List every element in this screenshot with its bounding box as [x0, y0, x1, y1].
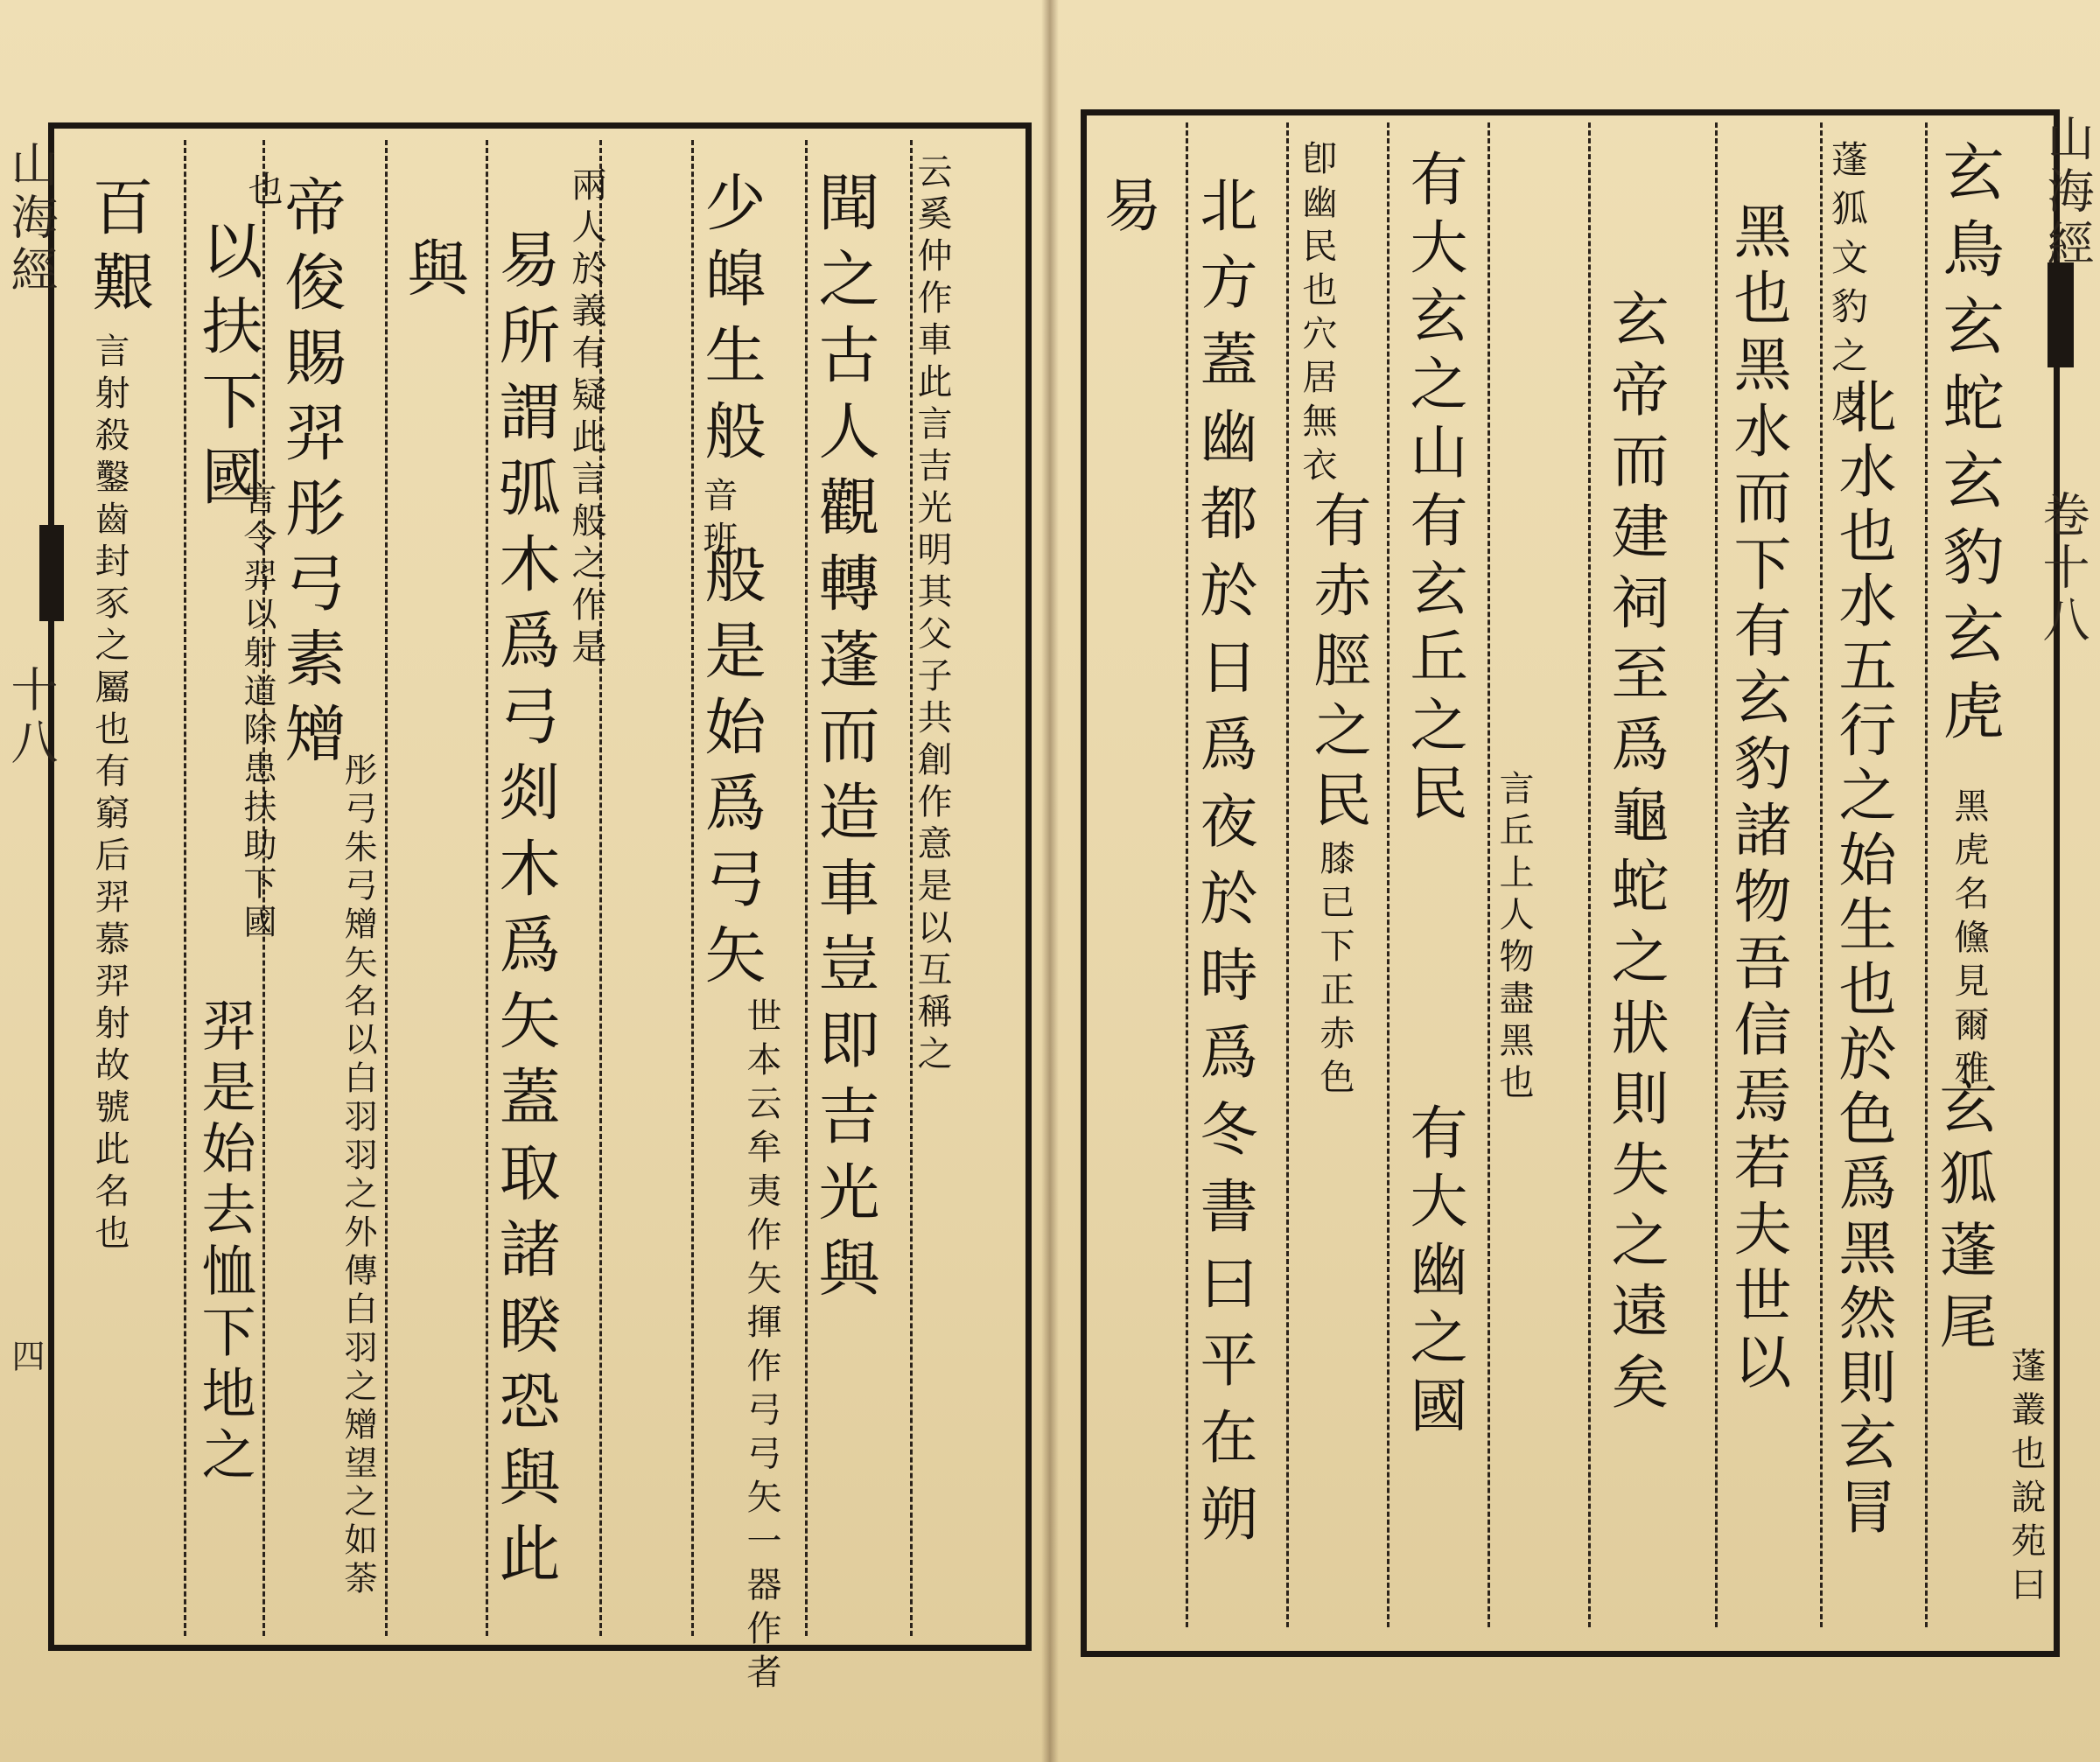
left-col6-main: 易所謂弧木爲弓剡木爲矢蓋取諸睽恐與此	[489, 227, 561, 1598]
right-col4-main2-visible: 有大幽之國	[1400, 1102, 1467, 1444]
left-col2-main: 以扶下國	[192, 219, 263, 520]
column-rule	[691, 140, 694, 1636]
left-col7-commentary: 世本云牟夷作矢揮作弓弓矢一器作者	[741, 997, 781, 1697]
left-col9-commentary: 云奚仲作車此言吉光明其父子共創作意是以互稱之	[912, 153, 952, 1077]
book-gutter	[1041, 0, 1059, 1762]
right-col4-commentary-visible: 言丘上人物盡黑也	[1494, 770, 1534, 1106]
right-col6-main: 黑也黑水而下有玄豹諸物吾信焉若夫世以	[1724, 201, 1791, 1398]
left-fishtail-mark	[39, 525, 64, 621]
column-rule	[385, 140, 388, 1636]
left-col1-commentary: 言射殺鑿齒封豕之屬也有窮后羿慕羿射故號此名也	[89, 332, 130, 1256]
column-rule	[1488, 122, 1490, 1627]
right-col3-main-visible: 有赤脛之民	[1304, 490, 1371, 840]
right-col9-main: 玄鳥玄蛇玄豹玄虎	[1933, 140, 2005, 756]
column-rule	[1925, 122, 1928, 1627]
right-col3-commentary2-visible: 膝已下正赤色	[1314, 840, 1354, 1102]
column-rule	[1286, 122, 1289, 1627]
left-col2-main2-visible: 羿是始去恤下地之	[192, 997, 256, 1487]
left-col2-commentary-visible: 言令羿以射道除患扶助下國	[238, 481, 276, 943]
left-col4-main: 與	[397, 236, 469, 315]
right-col9-commentary: 黑虎名儵見爾雅	[1949, 787, 1989, 1094]
column-rule	[805, 140, 808, 1636]
right-col9-commentary2-visible: 蓬叢也說苑曰	[2006, 1347, 2046, 1610]
column-rule	[1186, 122, 1188, 1627]
right-col1-main: 易	[1094, 175, 1161, 250]
right-col9-main2-visible: 玄狐蓬尾	[1929, 1076, 1997, 1363]
left-col1-main: 百艱	[82, 175, 154, 325]
left-col8-main: 聞之古人觀轉蓬而造車豈即吉光與	[808, 171, 880, 1312]
right-col2-main: 北方蓋幽都於日爲夜於時爲冬書曰平在朔	[1190, 175, 1257, 1561]
left-col5-commentary: 兩人於義有疑此言般之作是	[566, 166, 606, 670]
right-fishtail-mark	[2048, 262, 2074, 367]
left-col7-note: 音班	[697, 477, 738, 564]
right-col7-main: 北水也水五行之始生也於色爲黑然則玄冐	[1829, 376, 1896, 1542]
column-rule	[1820, 122, 1823, 1627]
left-spine-title: 山海經	[4, 140, 59, 297]
left-col7-main: 少皡生般	[695, 171, 766, 475]
right-spine-title: 山海經	[2040, 114, 2095, 271]
right-col3-commentary: 卽幽民也穴居無衣	[1297, 140, 1337, 490]
right-col8-commentary: 蓬狐文豹之皮	[1826, 140, 1869, 434]
left-col3-commentary-visible: 彤弓朱弓矰矢名以白羽羽之外傳白羽之矰望之如荼	[339, 752, 377, 1599]
right-spine-volume: 卷十八	[2035, 490, 2090, 647]
column-rule	[184, 140, 186, 1636]
left-spine-number: 十八	[4, 665, 59, 770]
left-col2-start: 也	[242, 171, 283, 214]
column-rule	[1588, 122, 1591, 1627]
left-col7-main2-visible: 般是始爲弓矢	[695, 542, 766, 999]
column-rule	[1387, 122, 1390, 1627]
right-col5-main: 玄帝而建祠至爲龜蛇之狀則失之遠矣	[1601, 289, 1669, 1423]
column-rule	[486, 140, 488, 1636]
column-rule	[1715, 122, 1718, 1627]
right-col4-main: 有大玄之山有玄丘之民	[1400, 149, 1467, 831]
left-col3-main: 帝俊賜羿彤弓素矰	[275, 175, 346, 777]
left-page-number: 四	[6, 1339, 45, 1375]
